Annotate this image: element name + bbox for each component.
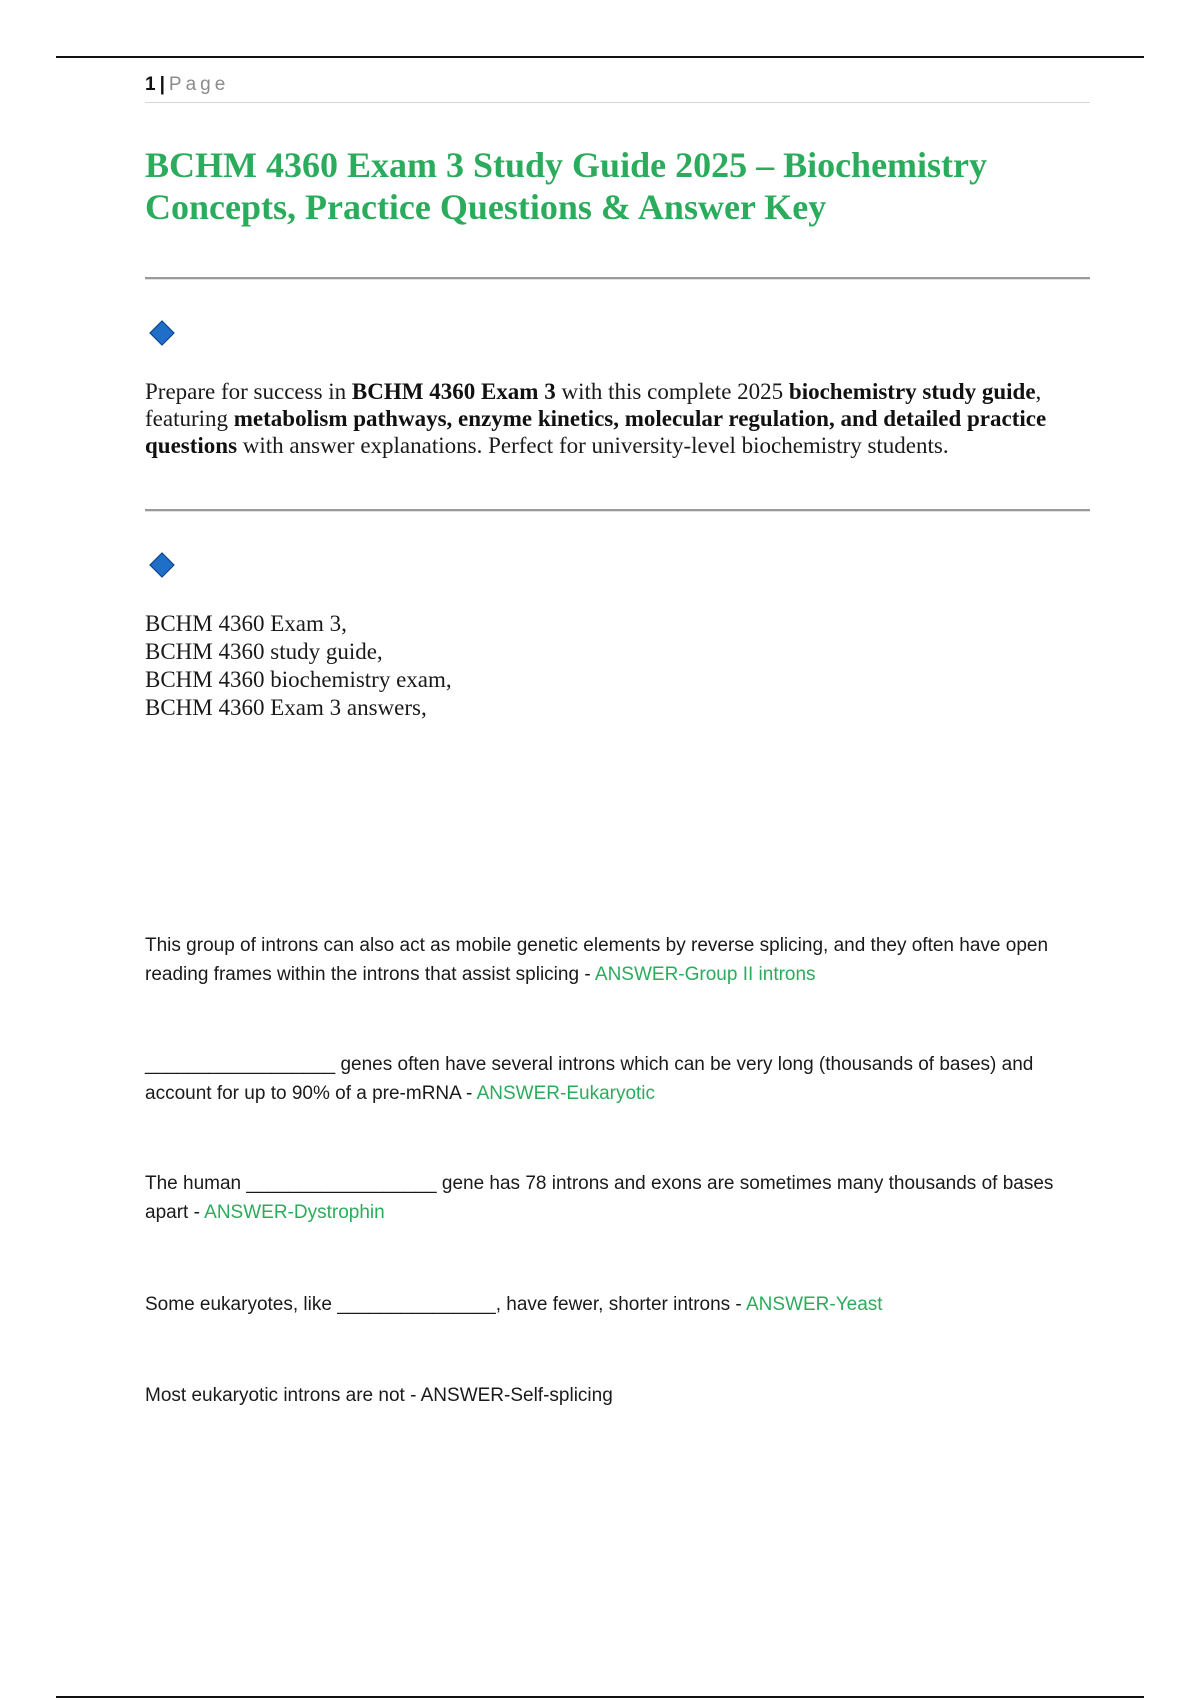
question-text: Some eukaryotes, like _______________, have fewer, shorter introns - [145,1294,746,1315]
question-text: The human __________________ gene has 78 introns and exons are sometimes many thousands of bases apart - [145,1173,1054,1223]
answer-text: ANSWER-Yeast [746,1294,883,1315]
section-divider [145,509,1090,512]
page-label: Page [168,74,230,95]
page-separator: | [159,74,165,95]
section-divider [145,277,1090,280]
answer-text: ANSWER-Eukaryotic [476,1083,656,1104]
keyword-item: BCHM 4360 study guide, [145,639,383,664]
keyword-item: BCHM 4360 Exam 3, [145,611,347,636]
keyword-item: BCHM 4360 biochemistry exam, [145,667,452,692]
top-border-rule [56,56,1144,58]
page-header [145,74,1090,103]
answer-text: ANSWER-Self-splicing [420,1385,613,1406]
keyword-list [145,610,452,722]
answer-text: ANSWER-Dystrophin [204,1202,385,1223]
bottom-border-rule [56,1696,1144,1698]
keyword-item: BCHM 4360 Exam 3 answers, [145,695,427,720]
question-text: __________________ genes often have several introns which can be very long (thousands of bases) and account for up to 90% of a pre-mRNA - [145,1054,1034,1104]
question-answer-item [145,1169,1090,1227]
question-answer-item [145,1290,1090,1319]
answer-text: ANSWER-Group II introns [594,964,816,985]
blue-diamond-icon [149,552,174,577]
blue-diamond-icon [149,320,174,345]
question-text: Most eukaryotic introns are not - [145,1385,421,1406]
question-answer-item [145,931,1090,989]
document-title: BCHM 4360 Exam 3 Study Guide 2025 – Biochemistry Concepts, Practice Questions & Answer Key [145,145,988,227]
question-answer-item [145,1381,1090,1410]
intro-paragraph: Prepare for success in BCHM 4360 Exam 3 with this complete 2025 biochemistry study guide, featuring metabolism pathways, enzyme kinetics, molecular regulation, and detailed practice questions with answer explanations. Perfect for university-level biochemistry students. [145,379,1047,458]
question-answer-item [145,1050,1090,1108]
question-text: This group of introns can also act as mobile genetic elements by reverse splicing, and they often have open reading frames within the introns that assist splicing - [145,935,1049,985]
page-number: 1 [145,74,156,95]
